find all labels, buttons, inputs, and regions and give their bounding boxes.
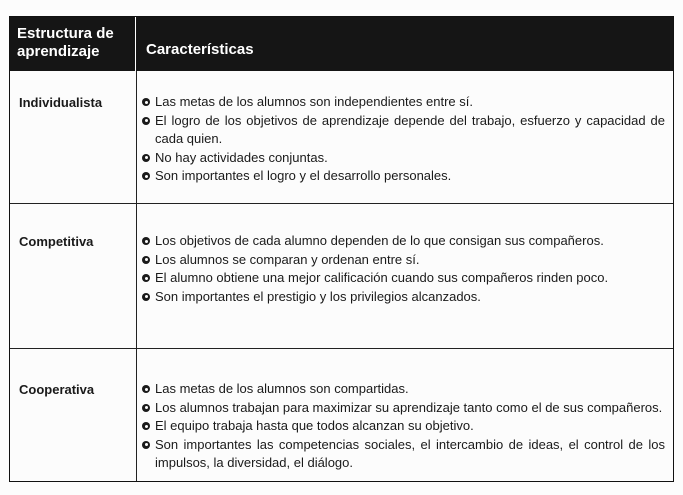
list-item-text: Los objetivos de cada alumno dependen de lo que consigan sus compañeros.	[155, 233, 604, 248]
list-item	[142, 417, 665, 436]
list-item	[142, 149, 665, 168]
bullet-icon	[142, 256, 150, 264]
bullet-icon	[142, 154, 150, 162]
list-item	[142, 232, 665, 251]
bullet-icon	[142, 385, 150, 393]
list-item-text: El logro de los objetivos de aprendizaje depende del trabajo, esfuerzo y capacidad de cada quien.	[155, 112, 665, 146]
list-item-text: Son importantes el prestigio y los privilegios alcanzados.	[155, 288, 481, 304]
header-characteristics-cell: Características	[146, 41, 254, 58]
list-item	[142, 93, 665, 112]
list-item-text: Las metas de los alumnos son compartidas.	[155, 381, 409, 396]
table-row-cooperativa	[10, 349, 673, 481]
column-divider	[136, 349, 137, 481]
list-item	[142, 399, 665, 418]
bullet-icon	[142, 172, 150, 180]
list-item	[142, 436, 665, 473]
bullet-icon	[142, 274, 150, 282]
list-item-text: No hay actividades conjuntas.	[155, 149, 328, 165]
bullet-icon	[142, 422, 150, 430]
list-item-text: Las metas de los alumnos son independientes entre sí.	[155, 94, 473, 109]
list-item	[142, 380, 665, 399]
list-item-text: Los alumnos se comparan y ordenan entre sí.	[155, 251, 420, 267]
bullet-icon	[142, 117, 150, 125]
row-label: Competitiva	[19, 234, 94, 249]
list-item	[142, 269, 665, 288]
row-label: Cooperativa	[19, 382, 95, 397]
list-item-text: Los alumnos trabajan para maximizar su aprendizaje tanto como el de sus compañeros.	[155, 399, 663, 415]
bullet-icon	[142, 237, 150, 245]
characteristics-list	[142, 380, 665, 473]
table-row-individualista	[10, 71, 673, 204]
list-item-text: El equipo trabaja hasta que todos alcanzan su objetivo.	[155, 418, 474, 433]
bullet-icon	[142, 404, 150, 412]
learning-structure-table	[9, 16, 674, 482]
table-header	[10, 17, 673, 71]
column-divider	[136, 204, 137, 348]
bullet-icon	[142, 441, 150, 449]
list-item	[142, 167, 665, 186]
list-item	[142, 112, 665, 149]
list-item	[142, 251, 665, 270]
header-structure-cell	[10, 17, 136, 71]
header-structure-line1: Estructura de	[17, 25, 114, 42]
list-item-text: Son importantes las competencias sociales, el intercambio de ideas, el control de los impulsos, la diversidad, el diálogo.	[155, 436, 665, 470]
list-item-text: El alumno obtiene una mejor calificación cuando sus compañeros rinden poco.	[155, 270, 609, 285]
bullet-icon	[142, 293, 150, 301]
column-divider	[136, 71, 137, 203]
list-item	[142, 288, 665, 307]
characteristics-list	[142, 93, 665, 186]
header-structure-line2: aprendizaje	[17, 43, 100, 60]
bullet-icon	[142, 98, 150, 106]
table-row-competitiva	[10, 204, 673, 349]
characteristics-list	[142, 232, 665, 306]
row-label: Individualista	[19, 95, 103, 110]
list-item-text: Son importantes el logro y el desarrollo personales.	[155, 168, 452, 183]
